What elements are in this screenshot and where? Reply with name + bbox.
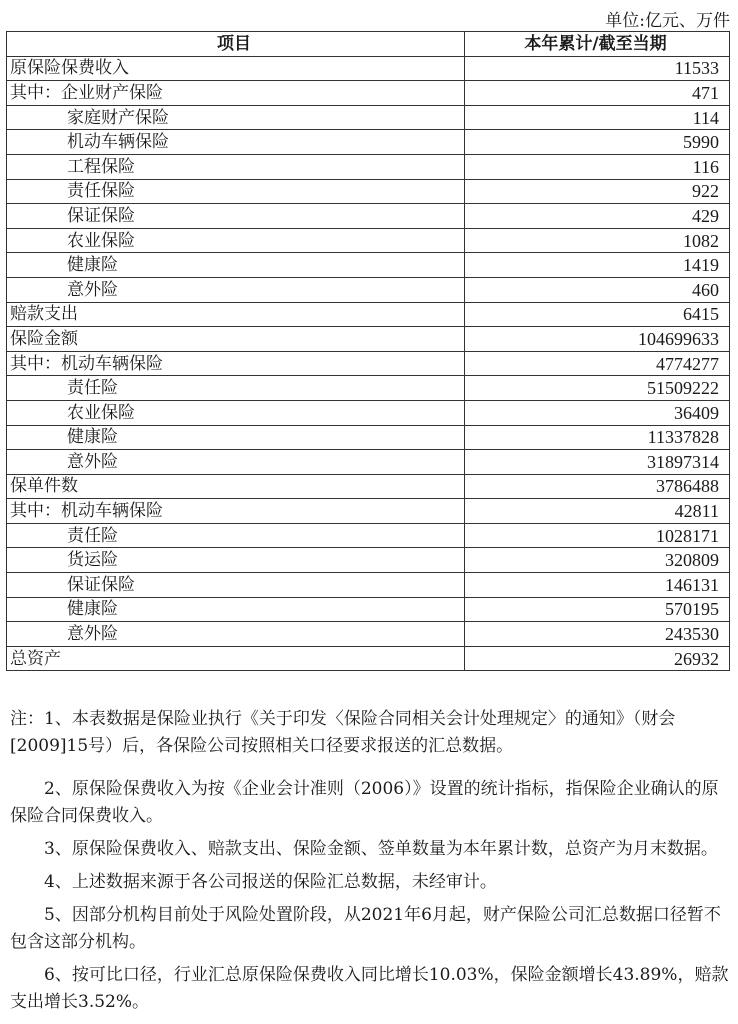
row-label: 责任险 [7,523,465,548]
row-label: 其中：机动车辆保险 [7,499,465,524]
note-6: 6、按可比口径，行业汇总原保险保费收入同比增长10.03%，保险金额增长43.89%，赔款支出增长3.52%。 [10,965,729,1012]
table-row [7,277,730,302]
row-label: 保证保险 [7,204,465,229]
row-label: 原保险保费收入 [7,56,465,81]
table-row [7,548,730,573]
table-row [7,376,730,401]
table-row [7,622,730,647]
table-header-row [7,32,730,57]
table-row [7,400,730,425]
row-value: 116 [465,154,730,179]
row-value: 1028171 [465,523,730,548]
row-label: 其中：企业财产保险 [7,81,465,106]
row-value: 3786488 [465,474,730,499]
row-label: 意外险 [7,622,465,647]
table-row [7,179,730,204]
row-label: 保单件数 [7,474,465,499]
table-row [7,523,730,548]
row-value: 429 [465,204,730,229]
table-row [7,56,730,81]
row-label: 保证保险 [7,573,465,598]
row-value: 243530 [465,622,730,647]
table-row [7,253,730,278]
note-4: 4、上述数据来源于各公司报送的保险汇总数据，未经审计。 [44,872,497,892]
row-value: 1419 [465,253,730,278]
note-2: 2、原保险保费收入为按《企业会计准则（2006）》设置的统计指标，指保险企业确认的原保险合同保费收入。 [10,779,719,826]
note-3: 3、原保险保费收入、赔款支出、保险金额、签单数量为本年累计数，总资产为月末数据。 [44,839,718,859]
table-row [7,597,730,622]
note-5: 5、因部分机构目前处于风险处置阶段，从2021年6月起，财产保险公司汇总数据口径暂不包含这部分机构。 [10,905,721,952]
table-row [7,154,730,179]
row-label: 意外险 [7,277,465,302]
table-row [7,327,730,352]
row-value: 460 [465,277,730,302]
table-row [7,646,730,671]
table-row [7,81,730,106]
row-value: 36409 [465,400,730,425]
row-value: 471 [465,81,730,106]
row-label: 意外险 [7,450,465,475]
table-row [7,105,730,130]
row-value: 114 [465,105,730,130]
table-row [7,228,730,253]
table-row [7,499,730,524]
row-value: 11337828 [465,425,730,450]
table-row [7,474,730,499]
row-label: 货运险 [7,548,465,573]
row-label: 总资产 [7,646,465,671]
row-value: 31897314 [465,450,730,475]
notes-section [10,706,730,1022]
row-value: 922 [465,179,730,204]
table-row [7,130,730,155]
note-1: 注：1、本表数据是保险业执行《关于印发〈保险合同相关会计处理规定〉的通知》（财会[2009]15号）后，各保险公司按照相关口径要求报送的汇总数据。 [10,709,676,756]
row-value: 51509222 [465,376,730,401]
insurance-data-table [6,31,730,671]
row-value: 1082 [465,228,730,253]
row-value: 570195 [465,597,730,622]
table-row [7,450,730,475]
row-label: 健康险 [7,425,465,450]
table-row [7,425,730,450]
row-label: 健康险 [7,597,465,622]
row-value: 5990 [465,130,730,155]
row-value: 6415 [465,302,730,327]
row-label: 农业保险 [7,400,465,425]
row-label: 赔款支出 [7,302,465,327]
row-value: 11533 [465,56,730,81]
row-label: 责任保险 [7,179,465,204]
row-label: 责任险 [7,376,465,401]
row-label: 其中：机动车辆保险 [7,351,465,376]
table-row [7,351,730,376]
column-header-value: 本年累计/截至当期 [465,32,730,57]
row-value: 42811 [465,499,730,524]
row-label: 机动车辆保险 [7,130,465,155]
row-label: 农业保险 [7,228,465,253]
table-row [7,302,730,327]
row-value: 26932 [465,646,730,671]
table-body [7,56,730,671]
row-value: 320809 [465,548,730,573]
row-label: 工程保险 [7,154,465,179]
unit-label: 单位:亿元、万件 [605,11,730,31]
table-row [7,204,730,229]
row-label: 家庭财产保险 [7,105,465,130]
table-row [7,573,730,598]
row-value: 4774277 [465,351,730,376]
row-label: 保险金额 [7,327,465,352]
row-value: 146131 [465,573,730,598]
column-header-item: 项目 [7,32,465,57]
row-value: 104699633 [465,327,730,352]
row-label: 健康险 [7,253,465,278]
